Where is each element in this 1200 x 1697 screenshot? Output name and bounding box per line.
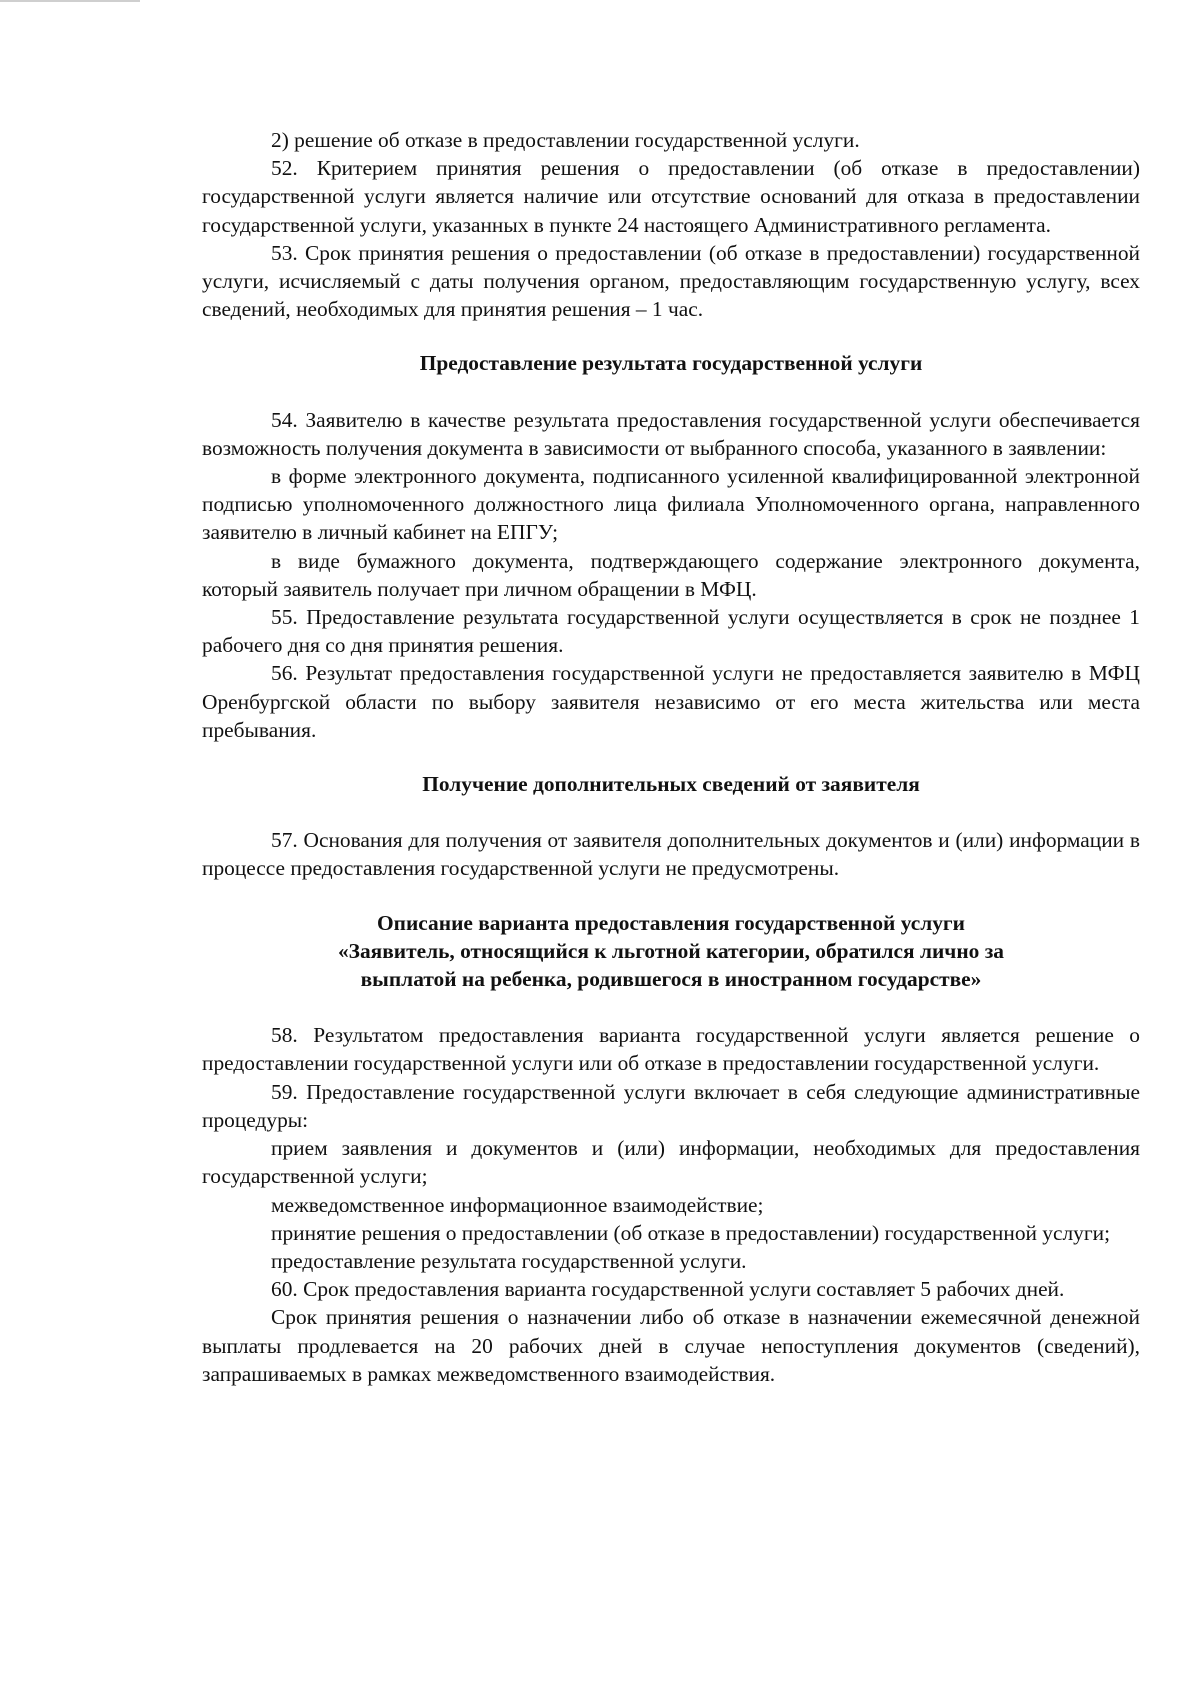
paragraph-60: 60. Срок предоставления варианта государственной услуги составляет 5 рабочих дней. bbox=[271, 1277, 1065, 1302]
variant-heading-line-1: Описание варианта предоставления государственной услуги bbox=[377, 910, 965, 935]
paragraph-60-extension: Срок принятия решения о назначении либо об отказе в назначении ежемесячной денежной выплаты продлевается на 20 рабочих дней в случае непоступления документов (сведений), запрашиваемых в рамках межведомственного взаимодействия. bbox=[202, 1305, 1140, 1386]
variant-heading-line-2: «Заявитель, относящийся к льготной категории, обратился лично за bbox=[337, 938, 1005, 963]
paragraph-54: 54. Заявителю в качестве результата предоставления государственной услуги обеспечивается возможность получения документа в зависимости от выбранного способа, указанного в заявлении: bbox=[202, 407, 1140, 460]
paragraph-53: 53. Срок принятия решения о предоставлении (об отказе в предоставлении) государственной услуги, исчисляемый с даты получения органом, предоставляющим государственную услугу, всех сведений, необходимых для принятия решения – 1 час. bbox=[202, 240, 1140, 322]
paragraph-59-decision: принятие решения о предоставлении (об отказе в предоставлении) государственной услуги; bbox=[271, 1220, 1111, 1245]
paragraph-54-electronic: в форме электронного документа, подписанного усиленной квалифицированной электронной подписью уполномоченного должностного лица филиала Уполномоченного органа, направленного заявителю в личный кабинет на ЕПГУ; bbox=[202, 464, 1140, 545]
paragraph-59-result: предоставление результата государственной услуги. bbox=[271, 1248, 747, 1273]
paragraph-52: 52. Критерием принятия решения о предоставлении (об отказе в предоставлении) государственной услуги является наличие или отсутствие оснований для отказа в предоставлении государственной услуги, указанных в пункте 24 настоящего Административного регламента. bbox=[202, 156, 1140, 237]
paragraph-59-interagency: межведомственное информационное взаимодействие; bbox=[271, 1192, 764, 1217]
paragraph-55: 55. Предоставление результата государственной услуги осуществляется в срок не позднее 1 рабочего дня со дня принятия решения. bbox=[202, 605, 1140, 658]
scan-edge-mark bbox=[0, 0, 140, 2]
document-body bbox=[202, 126, 1140, 1388]
variant-heading-line-3: выплатой на ребенка, родившегося в иностранном государстве» bbox=[360, 967, 982, 992]
section-heading-variant bbox=[202, 909, 1140, 994]
paragraph-59: 59. Предоставление государственной услуги включает в себя следующие административные процедуры: bbox=[202, 1079, 1140, 1132]
paragraph-54-paper: в виде бумажного документа, подтверждающего содержание электронного документа, который заявитель получает при личном обращении в МФЦ. bbox=[202, 548, 1140, 601]
section-heading-extra-info: Получение дополнительных сведений от заявителя bbox=[422, 772, 920, 797]
paragraph-decision-refusal: 2) решение об отказе в предоставлении государственной услуги. bbox=[271, 128, 860, 152]
paragraph-58: 58. Результатом предоставления варианта государственной услуги является решение о предоставлении государственной услуги или об отказе в предоставлении государственной услуги. bbox=[202, 1023, 1140, 1076]
section-heading-result: Предоставление результата государственной услуги bbox=[419, 351, 923, 376]
paragraph-56: 56. Результат предоставления государственной услуги не предоставляется заявителю в МФЦ Оренбургской области по выбору заявителя независимо от его места жительства или места пребывания. bbox=[202, 661, 1140, 742]
paragraph-59-reception: прием заявления и документов и (или) информации, необходимых для предоставления государственной услуги; bbox=[202, 1136, 1140, 1189]
paragraph-57: 57. Основания для получения от заявителя дополнительных документов и (или) информации в процессе предоставления государственной услуги не предусмотрены. bbox=[202, 828, 1140, 881]
